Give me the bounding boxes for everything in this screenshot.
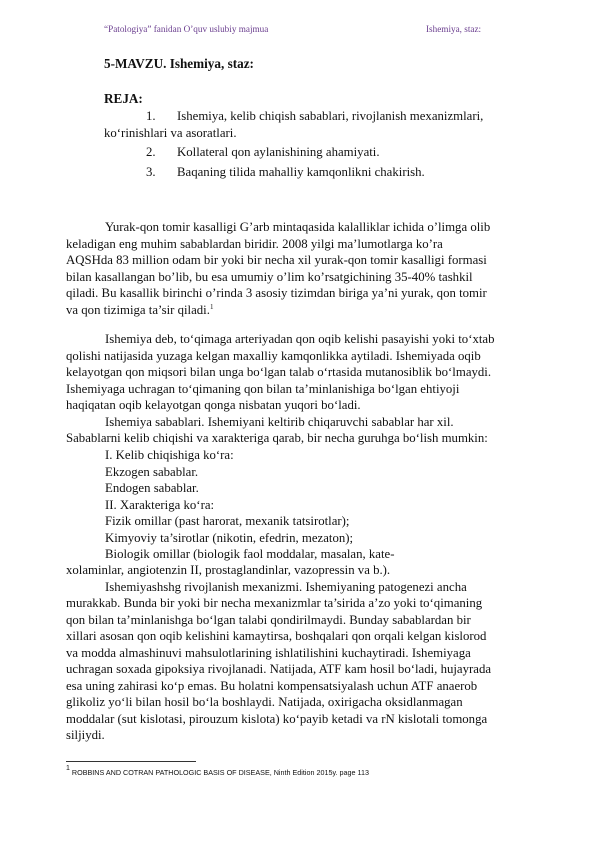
plan-item-text: Kollateral qon aylanishining ahamiyati. (177, 145, 380, 159)
text-line: qon bilan ta’minlanishga bo‘lgan talabi qondirilmaydi. Bunday sabablardan bir (66, 612, 471, 627)
text-line: murakkab. Bunda bir yoki bir necha mexanizmlar ta’sirida a’zo yoki to‘qimaning (66, 596, 483, 610)
text-line: siljiydi. (66, 728, 105, 742)
text-line: haqiqatan oqib kelayotgan qonga nisbatan yuqori bo‘ladi. (66, 398, 361, 412)
text-line: glikoliz yo‘li bilan hosil bo‘la boshlaydi. Natijada, oxirigacha oksidlanmagan (66, 695, 463, 709)
text-line: xillari asosan qon oqib kelishini kamaytirsa, boshqalari qon orqali kelgan kislorod (66, 629, 487, 643)
footnote-text: ROBBINS AND COTRAN PATHOLOGIC BASIS OF DISEASE, Ninth Edition 2015y. page 113 (71, 768, 369, 777)
plan-item-number: 1. (146, 109, 156, 123)
text-line: bilan kasallangan bo’lib, bu esa umumiy o’lim ko’rsatgichining 35-40% tashkil (66, 269, 473, 284)
text-line: Yurak-qon tomir kasalligi G’arb mintaqasida kalalliklar ichida o’limga olib (105, 220, 491, 234)
text-line: Sabablarni kelib chiqishi va xarakteriga qarab, bir necha guruhga bo‘lish mumkin: (66, 431, 488, 445)
footnote-reference[interactable]: 1 (209, 302, 214, 311)
text-line: AQSHda 83 million odam bir yoki bir necha xil yurak-qon tomir kasalligi formasi (66, 253, 487, 267)
plan-item-number: 3. (146, 165, 156, 179)
list-item: Ekzogen sabablar. (105, 464, 199, 479)
plan-label: REJA: (104, 91, 143, 106)
text-line: Ishemiyaga uchragan to‘qimaning qon bilan ta’minlanishiga bo‘lgan ehtiyoji (66, 381, 460, 396)
text-line: moddalar (sut kislotasi, pirouzum kislota) ko‘payib ketadi va rN kislotali tomonga (66, 711, 488, 726)
paragraph-cvd-intro (66, 219, 544, 318)
text-line: qiladi. Bu kasallik birinchi o’rinda 3 asosiy tizimdan biriga ya’ni yurak, qon tomir (66, 286, 487, 300)
plan-item-text: Ishemiya, kelib chiqish sabablari, rivojlanish mexanizmlari, (177, 109, 484, 123)
list-item: Endogen sabablar. (105, 481, 199, 495)
running-header-left: “Patologiya” fanidan O’quv uslubiy majmua (104, 24, 269, 34)
text-line: keladigan eng muhim sabablardan biridir. 2008 yilgi ma’lumotlarga ko’ra (66, 236, 443, 251)
text-line: xolaminlar, angiotenzin II, prostaglandinlar, vazopressin va b.). (66, 563, 391, 577)
plan-item-number: 2. (146, 145, 156, 159)
list-item: Fizik omillar (past harorat, mexanik tatsirotlar); (105, 514, 350, 528)
text-line: Ishemiyashshg rivojlanish mexanizmi. Ishemiyaning patogenezi ancha (105, 579, 467, 594)
list-item: I. Kelib chiqishiga ko‘ra: (105, 448, 234, 462)
paragraph-mechanism (66, 562, 544, 744)
paragraph-ischemia-definition (66, 331, 544, 447)
text-fragment: va qon tizimiga ta’sir qiladi. (66, 302, 210, 317)
causes-list (105, 447, 394, 563)
text-line: kelayotgan qon miqsori bilan unga bo‘lgan talab o‘rtasida mutanosiblik bo‘lmaydi. (66, 365, 492, 379)
running-header-right: Ishemiya, staz: (426, 24, 482, 34)
topic-title: 5-MAVZU. Ishemiya, staz: (104, 56, 254, 71)
text-line: va modda almashinuvi mahsulotlarining ishlatilishini kuchaytiradi. Ishemiyaga (66, 645, 471, 660)
footnote-mark: 1 (66, 765, 70, 772)
text-line: Ishemiya deb, to‘qimaga arteriyadan qon oqib kelishi pasayishi yoki to‘xtab (105, 332, 495, 346)
footnote (66, 765, 369, 777)
list-item: Kimyoviy ta’sirotlar (nikotin, efedrin, mezaton); (105, 530, 354, 545)
text-line: qolishi natijasida yuzaga kelgan maxalliy kamqonlikka aytiladi. Ishemiyada oqib (66, 348, 481, 363)
list-item: II. Xarakteriga ko‘ra: (105, 497, 215, 512)
text-line (66, 302, 544, 319)
footnote-divider (66, 761, 196, 762)
text-line: Ishemiya sabablari. Ishemiyani keltirib chiqaruvchi sabablar har xil. (105, 414, 454, 429)
plan-item-text: Baqaning tilida mahalliy kamqonlikni chakirish. (177, 165, 425, 179)
plan-item-continuation: ko‘rinishlari va asoratlari. (104, 126, 237, 140)
list-item: Biologik omillar (biologik faol moddalar, masalan, kate- (105, 547, 395, 561)
text-line: esa uning zahirasi ko‘p emas. Bu holatni kompensatsiyalash uchun ATF anaerob (66, 678, 478, 693)
text-line: uchragan soxada gipoksiya rivojlanadi. Natijada, ATF kam hosil bo‘ladi, hujayrada (66, 662, 492, 676)
